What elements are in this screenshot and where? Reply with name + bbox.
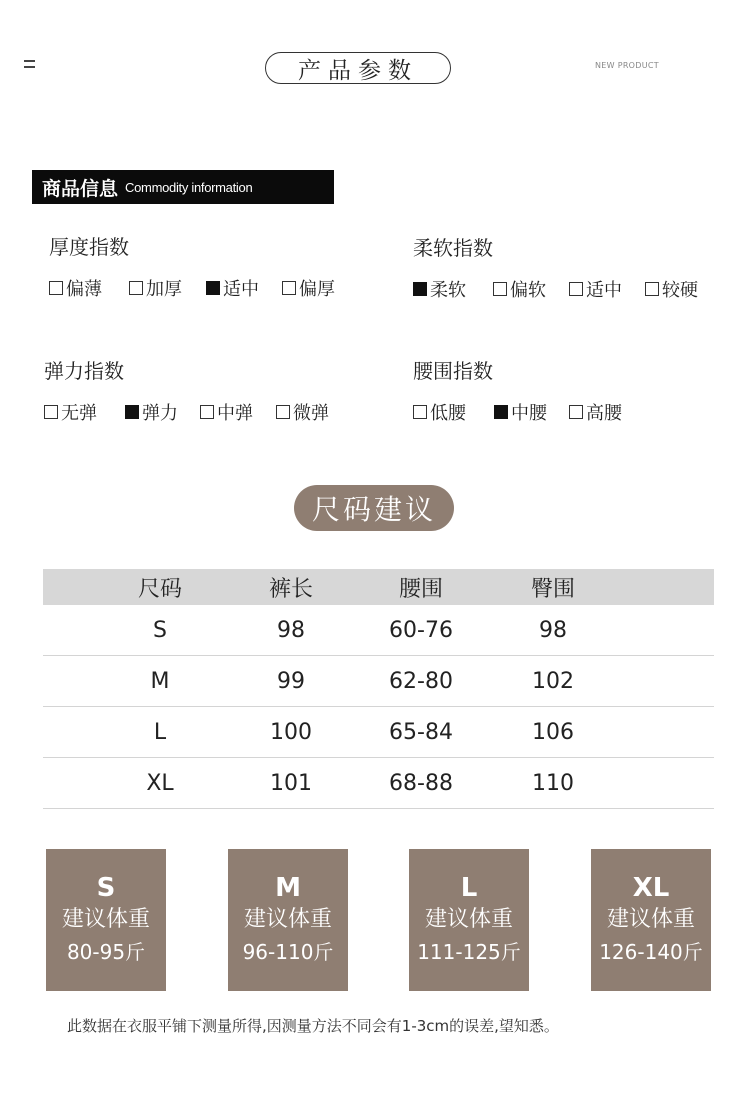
table-cell: 62-80 (389, 668, 453, 694)
card-size: XL (632, 873, 670, 903)
table-cell: 60-76 (389, 617, 453, 643)
section-label-en: Commodity information (125, 179, 253, 195)
table-row (43, 656, 714, 707)
table-cell: 99 (277, 668, 305, 694)
card-label: 建议体重 (61, 907, 150, 932)
card-label: 建议体重 (424, 907, 513, 932)
table-cell: 106 (532, 719, 574, 745)
option-softness-3: 较硬 (645, 276, 698, 302)
card-size: M (275, 873, 301, 903)
table-cell: 102 (532, 668, 574, 694)
section-label (32, 170, 334, 204)
table-row (43, 605, 714, 656)
checkbox-icon (282, 281, 296, 295)
option-softness-1: 偏软 (493, 276, 569, 302)
measurement-note: 此数据在衣服平铺下测量所得,因测量方法不同会有1-3cm的误差,望知悉。 (67, 1017, 559, 1035)
card-range: 111-125斤 (417, 940, 521, 964)
option-softness-0: 柔软 (413, 276, 493, 302)
checkbox-icon (49, 281, 63, 295)
index-options-thickness (49, 275, 335, 301)
index-title-thickness: 厚度指数 (49, 235, 129, 259)
table-cell: 98 (539, 617, 567, 643)
table-cell: XL (146, 770, 174, 796)
option-waist-0: 低腰 (413, 399, 494, 425)
option-thickness-0: 偏薄 (49, 275, 129, 301)
checkbox-icon (493, 282, 507, 296)
weight-card-s (46, 849, 166, 991)
menu-icon (24, 60, 35, 72)
option-thickness-2: 适中 (206, 275, 282, 301)
table-header-cell: 尺码 (137, 576, 182, 602)
page-title: 产品参数 (265, 52, 451, 84)
checkbox-checked-icon (413, 282, 427, 296)
checkbox-icon (129, 281, 143, 295)
index-options-waist (413, 399, 622, 425)
table-cell: M (150, 668, 170, 694)
option-elasticity-2: 中弹 (200, 399, 276, 425)
table-cell: 110 (532, 770, 574, 796)
table-cell: S (153, 617, 167, 643)
card-label: 建议体重 (606, 907, 695, 932)
table-header-row (43, 569, 714, 605)
index-title-elasticity: 弹力指数 (44, 359, 124, 383)
table-cell: 101 (270, 770, 312, 796)
index-title-softness: 柔软指数 (413, 236, 493, 260)
table-row (43, 758, 714, 809)
table-header-cell: 臀围 (530, 576, 575, 602)
index-title-waist: 腰围指数 (413, 359, 493, 383)
table-header-cell: 裤长 (268, 576, 313, 602)
size-table (43, 569, 714, 809)
section-label-zh: 商品信息 (42, 177, 119, 200)
card-label: 建议体重 (243, 907, 332, 932)
header-subtitle: NEW PRODUCT (595, 61, 659, 70)
table-header-cell: 腰围 (398, 576, 443, 602)
checkbox-icon (200, 405, 214, 419)
card-range: 80-95斤 (66, 940, 146, 964)
checkbox-icon (413, 405, 427, 419)
option-elasticity-3: 微弹 (276, 399, 329, 425)
weight-card-m (228, 849, 348, 991)
option-elasticity-1: 弹力 (125, 399, 200, 425)
weight-card-xl (591, 849, 711, 991)
option-waist-1: 中腰 (494, 399, 569, 425)
option-elasticity-0: 无弹 (44, 399, 125, 425)
table-cell: L (153, 719, 167, 745)
checkbox-icon (569, 282, 583, 296)
checkbox-icon (569, 405, 583, 419)
option-thickness-1: 加厚 (129, 275, 206, 301)
card-range: 96-110斤 (242, 940, 334, 964)
card-range: 126-140斤 (599, 940, 703, 964)
card-size: S (96, 873, 116, 903)
index-options-elasticity (44, 399, 329, 425)
table-cell: 100 (270, 719, 312, 745)
card-size: L (460, 873, 478, 903)
option-thickness-3: 偏厚 (282, 275, 335, 301)
table-cell: 65-84 (389, 719, 453, 745)
table-cell: 68-88 (389, 770, 453, 796)
checkbox-checked-icon (125, 405, 139, 419)
size-advice-title: 尺码建议 (294, 485, 454, 531)
table-row (43, 707, 714, 758)
option-softness-2: 适中 (569, 276, 645, 302)
checkbox-checked-icon (494, 405, 508, 419)
checkbox-icon (645, 282, 659, 296)
index-options-softness (413, 276, 698, 302)
checkbox-checked-icon (206, 281, 220, 295)
checkbox-icon (44, 405, 58, 419)
option-waist-2: 高腰 (569, 399, 622, 425)
table-cell: 98 (277, 617, 305, 643)
weight-card-l (409, 849, 529, 991)
checkbox-icon (276, 405, 290, 419)
